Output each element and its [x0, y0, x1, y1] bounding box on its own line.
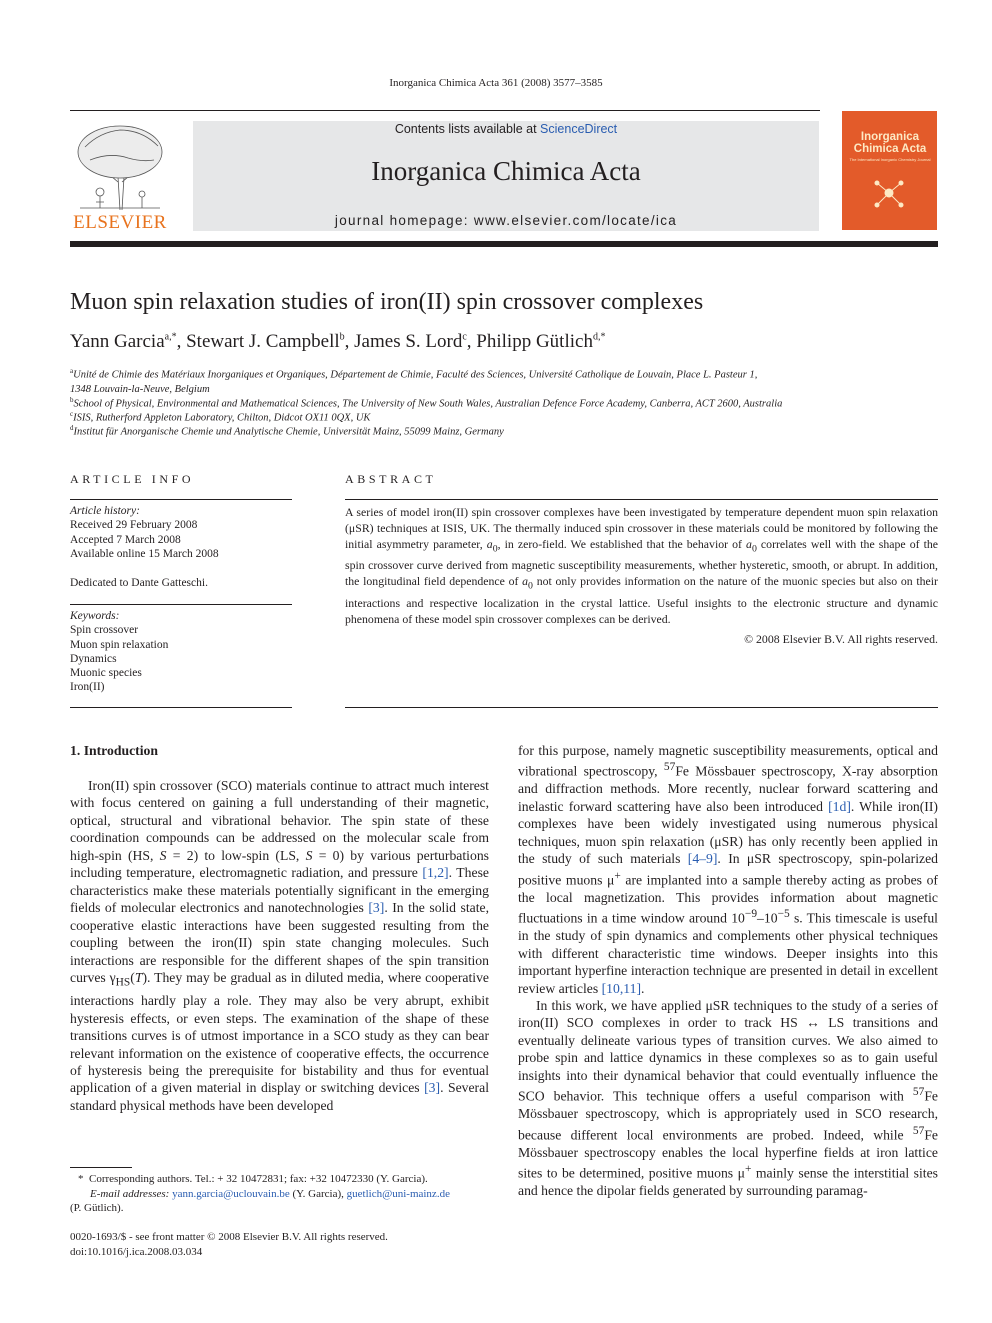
body-column-left — [70, 777, 489, 1114]
affiliation-marker: b — [70, 396, 74, 404]
paragraph: for this purpose, namely magnetic susceptibility measurements, optical and vibrational spectroscopy, $^{57}$Fe Mössbauer spectroscopy, X-ray absorption and diffraction methods. More recently, nuclear forward scattering and inelastic forward scattering have also been introduced [1d]. While iron(II) complexes have been widely investigated using numerous physical techniques, muon spin relaxation (μSR) has only recently been applied in the study of such materials [4–9]. In μSR spectroscopy, spin-polarized positive muons μ+ are implanted into a sample thereby acting as probes of the local magnetization. This provides information about magnetic fluctuations in a time window around $10^{-9}-10^{-5}$ s. This timescale is useful in the study of spin dynamics and complements other physical techniques with different characteristic time windows. Deeper insights into this important hyperfine interaction technique are presented in detail in excellent review articles [10,11]. — [518, 743, 938, 996]
citation-link[interactable]: [3] — [368, 900, 385, 916]
cover-title-line-2: Chimica Acta — [853, 143, 927, 155]
affiliation-text: Institut für Anorganische Chemie und Analytische Chemie, Universität Mainz, 55099 Mainz, Germany — [73, 426, 504, 438]
affiliation-text: ISIS, Rutherford Appleton Laboratory, Chilton, Didcot OX11 0QX, UK — [73, 412, 371, 424]
abstract-copyright: © 2008 Elsevier B.V. All rights reserved. — [744, 632, 938, 646]
citation-link[interactable]: [1,2] — [422, 865, 449, 881]
paragraph: Iron(II) spin crossover (SCO) materials continue to attract much interest with focus centered on gaining a full understanding of their magnetic, optical, structural and vibrational behavior. The spin state of these coordination compounds can be addressed on the molecular scale from high-spin (HS, S = 2) to low-spin (LS, S = 0) by various perturbations including temperature, electromagnetic radiation, and pressure [1,2]. These characteristics make these materials potentially significant in the emerging fields of molecular electronics and nanotechnologies [3]. In the solid state, cooperative elastic interactions have been suggested resulting from the coupling between the iron(II) spin state changing molecules. Such interactions are responsible for the different shapes of the spin transition curves $\gamma_{HS}(T)$. They may be gradual as in diluted media, where cooperative interactions hardly play a role. They may also be very abrupt, exhibit hysteresis effects, or even steps. The examination of the shape of these transitions curves is of utmost importance in a SCO study as they can bear relevant information on the existence of cooperative effects, the occurrence of hysteresis being the prerequisite for bistability and thus for eventual application of a given material in display or switching devices [3]. Several standard physical methods have been developed — [70, 778, 489, 1113]
section-heading-introduction: 1. Introduction — [70, 743, 158, 758]
elsevier-wordmark: ELSEVIER — [73, 212, 167, 233]
author-name[interactable]: Yann Garcia — [70, 331, 165, 352]
abstract-bottom-rule — [345, 707, 938, 708]
author-affil-marker[interactable]: b — [339, 331, 345, 343]
journal-homepage[interactable]: journal homepage: www.elsevier.com/locate/ica — [334, 213, 678, 228]
affiliation — [70, 421, 504, 440]
contents-line — [193, 122, 819, 136]
email-owner: (Y. Garcia), — [292, 1187, 344, 1200]
keyword: Iron(II) — [70, 681, 105, 694]
article-info-bottom-rule — [70, 707, 292, 708]
body-column-right — [518, 742, 938, 1200]
affiliation-text: 1348 Louvain-la-Neuve, Belgium — [70, 384, 210, 395]
author-name[interactable]: James S. Lord — [354, 331, 463, 352]
affiliation-marker: a — [70, 367, 74, 375]
journal-name: Inorganica Chimica Acta — [371, 156, 641, 186]
corresponding-author-text: Corresponding authors. Tel.: + 32 10472831; fax: +32 10472330 (Y. Garcia). — [89, 1173, 428, 1185]
keyword: Muonic species — [70, 667, 142, 680]
citation-link[interactable]: [1d] — [828, 798, 851, 814]
article-title: Muon spin relaxation studies of iron(II) spin crossover complexes — [70, 289, 704, 315]
paragraph: In this work, we have applied μSR techniques to the study of a series of iron(II) SCO complexes in order to track HS ↔ LS transitions and eventually delineate various types of transition curves. We also aimed to probe spin and lattice dynamics in these complexes so as to gain useful insights into their dynamical behavior that could eventually influence the SCO behavior. This technique offers a useful comparison with $^{57}$Fe Mössbauer spectroscopy, which is appropriately used in SCO research, because different local environments are probed. Indeed, while $^{57}$Fe Mössbauer spectroscopy enables the local hyperfine fields at iron lattice sites to be determined, positive muons μ+ mainly sense the interstitial sites and hence the dipolar fields generated by surrounding paramag- — [518, 998, 939, 1199]
cover-subtitle: The International Inorganic Chemistry Journal — [849, 157, 931, 162]
journal-citation: Inorganica Chimica Acta 361 (2008) 3577–3585 — [389, 77, 603, 89]
doi-line[interactable]: doi:10.1016/j.ica.2008.03.034 — [70, 1245, 203, 1258]
accepted-date: Accepted 7 March 2008 — [70, 533, 181, 546]
keyword: Spin crossover — [70, 624, 139, 637]
citation-link[interactable]: [10,11] — [601, 980, 642, 996]
citation-link[interactable]: [3] — [424, 1080, 441, 1096]
header-rule — [70, 110, 820, 111]
email-link[interactable]: yann.garcia@uclouvain.be — [172, 1187, 290, 1200]
author-affil-marker[interactable]: d,* — [592, 331, 606, 343]
contents-prefix: Contents lists available at — [394, 122, 541, 136]
elsevier-logo[interactable] — [70, 122, 170, 232]
keywords-block — [70, 609, 168, 695]
abstract-rule — [345, 499, 938, 500]
dedication: Dedicated to Dante Gatteschi. — [70, 577, 208, 589]
cover-title — [846, 131, 934, 155]
keywords-rule — [70, 604, 292, 605]
author-affil-marker[interactable]: a,* — [164, 331, 177, 343]
cover-molecule-icon — [867, 171, 912, 216]
keyword: Dynamics — [70, 652, 117, 665]
author-name[interactable]: Stewart J. Campbell — [186, 331, 340, 352]
affiliation-marker: c — [70, 410, 74, 418]
affiliation-text: School of Physical, Environmental and Mathematical Sciences, The University of New South Wales, Australian Defence Force Academy, Canberra, ACT 2600, Australia — [73, 398, 783, 410]
corresponding-author-footnote: * Corresponding authors. Tel.: + 32 10472831; fax: +32 10472330 (Y. Garcia). E-mail addresses: yann.garcia@uclouvain.be (Y. Garcia), guetlich@uni-mainz.de (P. Gütlich). — [70, 1173, 450, 1214]
author-list: Yann Garcia$^{a,*}$, Stewart J. Campbell$^b$, James S. Lord$^c$, Philipp Gütlich$^{d,*}$ — [70, 331, 606, 352]
email-label: E-mail addresses: — [90, 1187, 170, 1200]
email-link[interactable]: guetlich@uni-mainz.de — [346, 1187, 450, 1200]
online-date: Available online 15 March 2008 — [70, 547, 219, 560]
abstract-heading: ABSTRACT — [345, 472, 437, 486]
article-info-rule — [70, 499, 292, 500]
abstract-text: A series of model iron(II) spin crossover complexes have been investigated by temperature dependent muon spin relaxation (μSR) techniques at ISIS, UK. The thermally induced spin crossover in these materials could be monitored by following the initial asymmetry parameter, $a_0$, in zero-field. We established that the behavior of $a_0$ correlates well with the shape of the spin crossover curve derived from magnetic susceptibility measurements, whether hysteretic, smooth, or abrupt. In addition, the longitudinal field dependence of $a_0$ not only provides information on the nature of the muonic species but also on their interactions and respective localization in the crystal lattice. Useful insights to the electronic structure and dynamic phenomena of these model spin crossover complexes can be derived. — [345, 505, 939, 626]
affiliation-text: Unité de Chimie des Matériaux Inorganiques et Organiques, Département de Chimie, Faculté des Sciences, Université Catholique de Louvain, Place L. Pasteur 1, — [73, 369, 758, 381]
article-history-label: Article history: — [70, 505, 140, 517]
keywords-label: Keywords: — [70, 610, 120, 622]
affiliation-marker: d — [70, 424, 74, 432]
article-info-heading: ARTICLE INFO — [70, 472, 195, 486]
author-name[interactable]: Philipp Gütlich — [476, 331, 593, 352]
elsevier-tree-icon — [70, 122, 170, 212]
received-date: Received 29 February 2008 — [70, 519, 198, 532]
sciencedirect-link[interactable]: ScienceDirect — [540, 122, 618, 136]
cover-title-line-1: Inorganica — [860, 131, 920, 143]
keyword: Muon spin relaxation — [70, 638, 169, 651]
issn-line: 0020-1693/$ - see front matter © 2008 Elsevier B.V. All rights reserved. — [70, 1231, 388, 1243]
journal-cover-thumbnail[interactable] — [842, 111, 937, 230]
citation-link[interactable]: [4–9] — [687, 851, 718, 867]
header-thick-rule — [70, 241, 938, 247]
footnote-rule — [70, 1167, 132, 1168]
email-owner: (P. Gütlich). — [70, 1202, 124, 1214]
front-matter-info — [70, 1230, 388, 1259]
author-affil-marker[interactable]: c — [462, 331, 467, 343]
article-history — [70, 504, 219, 561]
